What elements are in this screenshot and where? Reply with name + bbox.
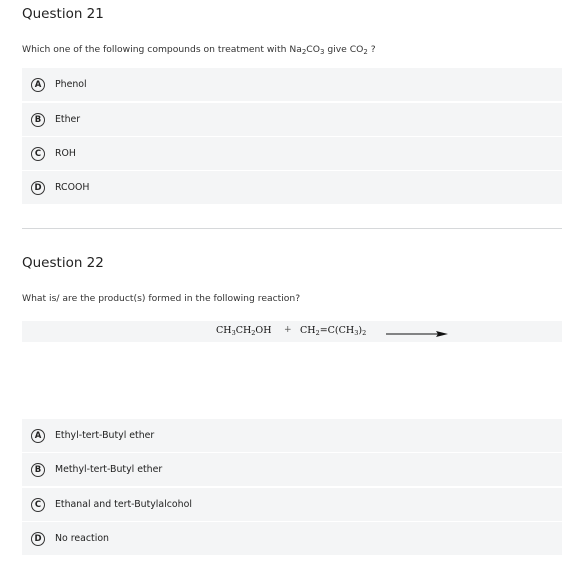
q22-option-d[interactable] bbox=[22, 522, 562, 555]
formula-part: OH bbox=[255, 325, 272, 336]
option-letter-badge: B bbox=[31, 113, 45, 127]
option-letter-badge: C bbox=[31, 147, 45, 161]
formula-sub: 2 bbox=[315, 329, 320, 337]
question-divider bbox=[22, 228, 562, 229]
option-letter-badge: D bbox=[31, 181, 45, 195]
option-label: ROH bbox=[55, 148, 76, 159]
question-22-title: Question 22 bbox=[22, 255, 104, 271]
q21-text-part: ? bbox=[367, 44, 376, 55]
question-21-title: Question 21 bbox=[22, 6, 104, 22]
option-letter-badge: C bbox=[31, 498, 45, 512]
q22-option-b[interactable] bbox=[22, 453, 562, 486]
formula-sub: 2 bbox=[251, 329, 256, 337]
q21-sub: 2 bbox=[301, 48, 307, 56]
q21-sub: 2 bbox=[363, 48, 368, 56]
formula-sub: 3 bbox=[354, 329, 359, 337]
formula-part: ) bbox=[358, 325, 363, 336]
option-label: RCOOH bbox=[55, 182, 90, 193]
option-label: Phenol bbox=[55, 79, 87, 90]
q21-text-part: Which one of the following compounds on treatment with Na bbox=[22, 44, 302, 55]
reactant-isobutylene bbox=[300, 325, 366, 336]
option-letter-badge: A bbox=[31, 429, 45, 443]
question-21-text bbox=[22, 44, 376, 55]
reaction-arrow-icon bbox=[386, 330, 448, 338]
formula-part: =C(CH bbox=[319, 325, 355, 336]
option-label: Ether bbox=[55, 114, 81, 125]
option-label: Ethanal and tert-Butylalcohol bbox=[55, 499, 192, 510]
plus-sign: + bbox=[284, 325, 292, 335]
q21-text-part: CO bbox=[306, 44, 320, 55]
option-label: Methyl-tert-Butyl ether bbox=[55, 464, 163, 475]
option-label: Ethyl-tert-Butyl ether bbox=[55, 430, 155, 441]
q21-option-c[interactable] bbox=[22, 137, 562, 170]
reaction-equation bbox=[22, 321, 562, 342]
q22-option-c[interactable] bbox=[22, 488, 562, 521]
option-letter-badge: D bbox=[31, 532, 45, 546]
q21-option-b[interactable] bbox=[22, 103, 562, 136]
formula-sub: 3 bbox=[231, 329, 236, 337]
q21-sub: 3 bbox=[319, 48, 325, 56]
option-label: No reaction bbox=[55, 533, 110, 544]
q21-text-part: give CO bbox=[324, 44, 364, 55]
formula-part: CH bbox=[235, 325, 252, 336]
formula-sub: 2 bbox=[362, 329, 367, 337]
formula-part: CH bbox=[216, 325, 232, 336]
question-22-text: What is/ are the product(s) formed in the following reaction? bbox=[22, 293, 301, 304]
formula-part: CH bbox=[300, 325, 316, 336]
option-letter-badge: A bbox=[31, 78, 45, 92]
q21-option-a[interactable] bbox=[22, 68, 562, 101]
reactant-ethanol bbox=[216, 325, 271, 336]
q21-option-d[interactable] bbox=[22, 171, 562, 204]
option-letter-badge: B bbox=[31, 463, 45, 477]
q22-option-a[interactable] bbox=[22, 419, 562, 452]
